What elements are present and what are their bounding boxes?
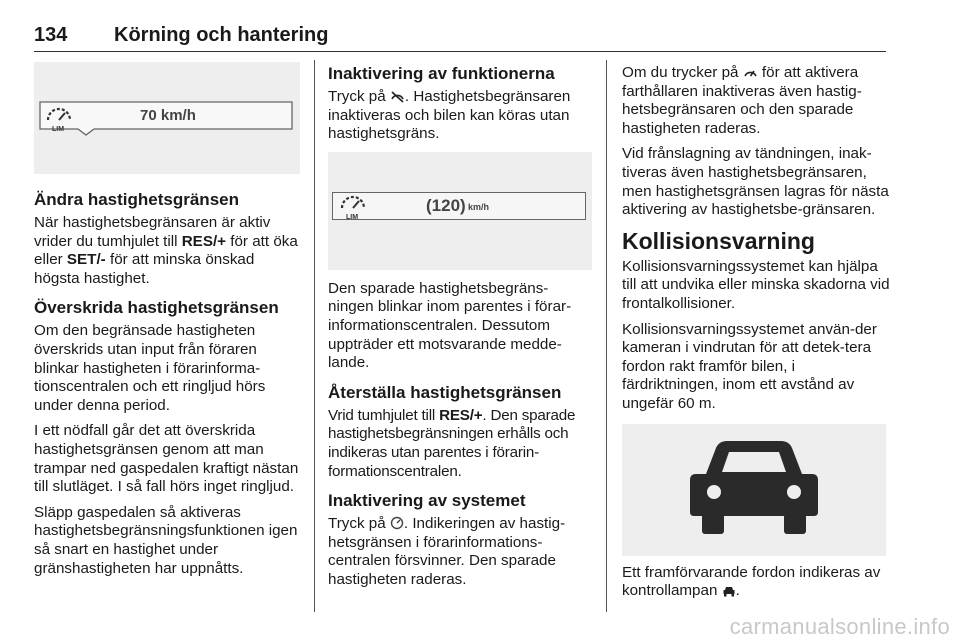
paragraph-change-limit: När hastighetsbegränsaren är aktiv vrider du tumhjulet till RES/+ för att öka eller SET/- för att minska önskad högsta hastighet. <box>34 214 298 287</box>
column-1 <box>34 62 300 585</box>
lim-label-2: LIM <box>346 213 359 220</box>
paragraph-cruise-control: Om du trycker på för att aktivera farthållaren inaktiveras även hastig-hetsbegränsaren och den sparade hastigheten raderas. <box>622 64 862 137</box>
heading-change-limit: Ändra hastighetsgränsen <box>34 190 239 209</box>
paragraph-ignition: Vid frånslagning av tändningen, inak-tiveras även hastighetsbegränsaren, men hastighetsgränsen lagras för nästa aktivering av hastighetsbe-gränsaren. <box>622 145 889 219</box>
saved-speed-display-figure <box>328 152 592 270</box>
heading-exceed-limit: Överskrida hastighetsgränsen <box>34 298 279 318</box>
saved-speed-unit: km/h <box>468 201 490 212</box>
column-divider-2 <box>606 60 607 612</box>
vehicle-ahead-small-icon <box>722 585 736 597</box>
limiter-off-icon <box>390 90 405 103</box>
paragraph-release-pedal: Släpp gaspedalen så aktiveras hastighetsbegränsningsfunktionen igen så snart en hastighet under gränshastigheten har uppnåtts. <box>34 503 298 577</box>
speed-limiter-display-figure <box>34 62 300 174</box>
heading-collision-warning: Kollisionsvarning <box>622 227 815 254</box>
lim-label: LIM <box>52 126 65 132</box>
paragraph-saved-limit: Den sparade hastighetsbegräns-ningen blinkar inom parentes i förar-informationscentralen. Dessutom uppträder ett motsvarande medde-lande. <box>328 279 572 372</box>
paragraph-collision-2: Kollisionsvarningssystemet använ-der kameran i vindrutan för att detek-tera fordon rakt framför bilen, i färdriktningen, inom ett avstånd av ungefär 60 m. <box>622 320 877 412</box>
paragraph-indicator: Ett framförvarande fordon indikeras av kontrollampan . <box>622 563 881 600</box>
heading-restore-limit: Återställa hastighetsgränsen <box>328 382 562 402</box>
column-3 <box>622 62 892 608</box>
page-header <box>34 20 886 52</box>
page-number: 134 <box>34 24 68 46</box>
limited-speed-value: 70 km/h <box>140 107 196 124</box>
heading-deactivate-system: Inaktivering av systemet <box>328 491 526 511</box>
paragraph-emergency: I ett nödfall går det att överskrida hastighetsgränsen genom att man trampar ned gaspedalen kraftigt nästan till slutläget. I så fall hörs inget ringljud. <box>34 422 299 496</box>
vehicle-ahead-icon <box>622 424 886 556</box>
heading-deactivate-functions: Inaktivering av funktionerna <box>328 64 555 83</box>
paragraph-exceed-limit: Om den begränsade hastigheten överskrids utan input från föraren blinkar hastigheten i förarinforma-tionscentralen och ett ringljud hörs under denna period. <box>34 322 266 414</box>
set-control-label: SET/- <box>66 251 106 269</box>
res-control-label: RES/+ <box>181 232 227 250</box>
vehicle-ahead-figure <box>622 424 886 556</box>
column-divider-1 <box>314 60 315 612</box>
watermark: carmanualsonline.info <box>729 614 950 639</box>
paragraph-restore-limit: Vrid tumhjulet till RES/+. Den sparade hastighetsbegränsningen erhålls och indikeras utan parentes i förarin-formationscentralen. <box>328 406 576 480</box>
paragraph-deactivate-functions: Tryck på . Hastighetsbegränsaren inaktiveras och bilen kan köras utan hastighetsgräns. <box>328 88 571 143</box>
res-control-label-2: RES/+ <box>439 406 483 424</box>
cruise-control-icon <box>743 66 758 79</box>
chapter-title: Körning och hantering <box>114 24 329 46</box>
paragraph-deactivate-system: Tryck på . Indikeringen av hastig-hetsgränsen i förarinformations-centralen försvinner. Den sparade hastigheten raderas. <box>328 515 566 588</box>
speed-limiter-icon <box>44 104 74 132</box>
limiter-button-icon <box>390 516 404 530</box>
column-2 <box>328 62 592 597</box>
speed-limiter-icon-2 <box>338 192 368 220</box>
paragraph-collision-1: Kollisionsvarningssystemet kan hjälpa till att undvika eller minska skadorna vid frontalkollisioner. <box>622 257 890 312</box>
saved-speed-value: (120) <box>426 195 466 215</box>
